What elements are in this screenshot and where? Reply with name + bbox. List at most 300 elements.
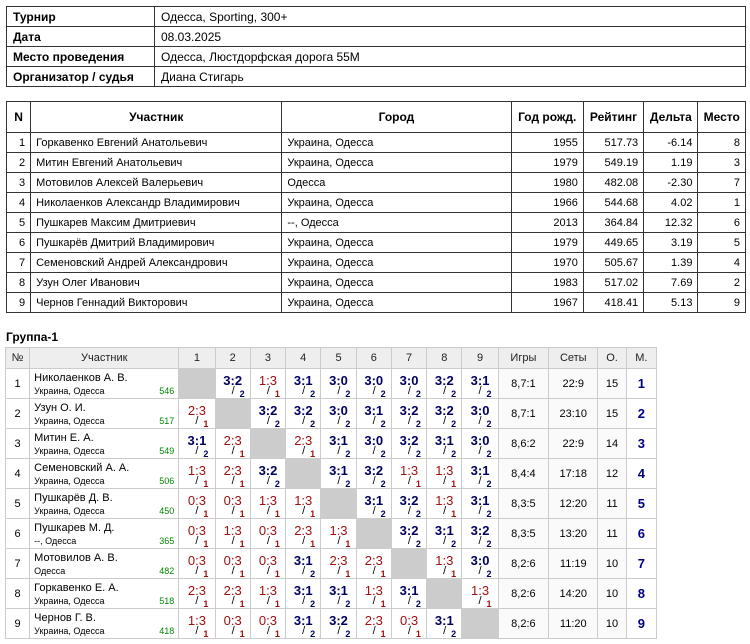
match-result-cell[interactable]: [391, 519, 426, 549]
match-score: 1:3: [399, 463, 419, 478]
slash-divider: /: [195, 415, 199, 427]
place-stat: 4: [626, 459, 656, 489]
match-result-cell[interactable]: [427, 459, 462, 489]
participants-cell: 1979: [511, 153, 583, 173]
match-result-cell[interactable]: [250, 519, 285, 549]
player-city: Украина, Одесса: [34, 506, 105, 516]
match-result-cell[interactable]: [356, 429, 391, 459]
group-player-cell: [30, 549, 179, 579]
match-result-cell[interactable]: [427, 549, 462, 579]
slash-divider: /: [266, 565, 270, 577]
slash-divider: /: [407, 595, 411, 607]
match-result-cell[interactable]: [427, 369, 462, 399]
sets-stat: 17:18: [549, 459, 598, 489]
group-crosstable: [5, 347, 657, 639]
points-stat: 10: [598, 549, 626, 579]
participants-cell: Митин Евгений Анатольевич: [31, 153, 282, 173]
match-result-cell[interactable]: [391, 609, 426, 639]
info-value: Одесса, Люстдорфская дорога 55М: [155, 47, 746, 67]
slash-divider: /: [443, 625, 447, 637]
slash-divider: /: [337, 475, 341, 487]
match-points: 2: [345, 419, 351, 429]
match-result-cell[interactable]: [215, 369, 250, 399]
match-result-cell[interactable]: [391, 369, 426, 399]
sets-stat: 22:9: [549, 429, 598, 459]
place-stat: 5: [626, 489, 656, 519]
sets-stat: 13:20: [549, 519, 598, 549]
participants-cell: Одесса: [282, 173, 511, 193]
participants-header: N: [7, 102, 31, 133]
match-result-cell[interactable]: [356, 369, 391, 399]
sets-stat: 14:20: [549, 579, 598, 609]
match-score: 2:3: [294, 433, 313, 448]
info-label: Место проведения: [7, 47, 155, 67]
slash-divider: /: [443, 385, 447, 397]
match-result-cell[interactable]: [286, 399, 321, 429]
participants-cell: 364.84: [583, 213, 643, 233]
match-score: 2:3: [187, 583, 206, 598]
match-score: 3:1: [470, 373, 490, 388]
match-score: 3:0: [364, 373, 384, 388]
match-points: 2: [310, 419, 316, 429]
match-points: 2: [451, 629, 457, 639]
match-points: 2: [345, 599, 351, 609]
match-result-cell[interactable]: [215, 489, 250, 519]
slash-divider: /: [407, 475, 411, 487]
participants-header: Участник: [31, 102, 282, 133]
slash-divider: /: [231, 385, 235, 397]
match-result-cell[interactable]: [321, 429, 356, 459]
player-name: Мотовилов А. В.: [34, 552, 118, 564]
diagonal-cell: [391, 549, 426, 579]
match-points: 2: [310, 599, 316, 609]
participants-table: [6, 101, 746, 313]
group-row: [6, 549, 657, 579]
match-score: 3:2: [434, 373, 454, 388]
group-header: О.: [598, 348, 626, 369]
match-score: 2:3: [294, 523, 313, 538]
match-score: 0:3: [187, 523, 206, 538]
info-row: [7, 67, 746, 87]
match-score: 3:1: [434, 523, 454, 538]
match-result-cell[interactable]: [462, 519, 498, 549]
match-result-cell[interactable]: [427, 399, 462, 429]
participants-cell: 1966: [511, 193, 583, 213]
match-score: 3:1: [293, 583, 313, 598]
slash-divider: /: [372, 565, 376, 577]
match-result-cell[interactable]: [356, 579, 391, 609]
slash-divider: /: [302, 505, 306, 517]
match-points: 1: [239, 569, 245, 579]
match-result-cell[interactable]: [391, 489, 426, 519]
participants-cell: Украина, Одесса: [282, 253, 511, 273]
match-result-cell[interactable]: [321, 369, 356, 399]
match-result-cell[interactable]: [462, 399, 498, 429]
match-result-cell[interactable]: [179, 609, 215, 639]
slash-divider: /: [372, 445, 376, 457]
info-value: 08.03.2025: [155, 27, 746, 47]
match-result-cell[interactable]: [321, 459, 356, 489]
participants-cell: 1980: [511, 173, 583, 193]
match-result-cell[interactable]: [321, 399, 356, 429]
match-points: 2: [451, 389, 457, 399]
info-label: Организатор / судья: [7, 67, 155, 87]
match-result-cell[interactable]: [391, 579, 426, 609]
table-row: [7, 133, 746, 153]
match-score: 0:3: [223, 553, 242, 568]
match-points: 2: [345, 449, 351, 459]
slash-divider: /: [443, 505, 447, 517]
match-result-cell[interactable]: [427, 519, 462, 549]
match-result-cell[interactable]: [250, 369, 285, 399]
match-result-cell[interactable]: [462, 429, 498, 459]
match-points: 2: [415, 419, 421, 429]
player-rating: 365: [159, 536, 175, 546]
slash-divider: /: [337, 385, 341, 397]
match-result-cell[interactable]: [321, 579, 356, 609]
match-points: 1: [415, 479, 421, 489]
participants-cell: 5.13: [644, 293, 698, 313]
match-score: 3:1: [329, 583, 348, 598]
group-header: 7: [391, 348, 426, 369]
info-row: [7, 27, 746, 47]
slash-divider: /: [195, 475, 199, 487]
match-result-cell[interactable]: [250, 579, 285, 609]
match-result-cell[interactable]: [250, 399, 285, 429]
points-stat: 14: [598, 429, 626, 459]
group-row: [6, 429, 657, 459]
slash-divider: /: [337, 535, 341, 547]
match-result-cell[interactable]: [321, 609, 356, 639]
group-row: [6, 459, 657, 489]
match-result-cell[interactable]: [427, 489, 462, 519]
match-points: 2: [486, 419, 492, 429]
match-result-cell[interactable]: [356, 609, 391, 639]
place-stat: 9: [626, 609, 656, 639]
match-result-cell[interactable]: [286, 429, 321, 459]
match-score: 1:3: [258, 583, 278, 598]
participants-cell: 1967: [511, 293, 583, 313]
match-points: 1: [345, 569, 351, 579]
group-row-number: 4: [6, 459, 30, 489]
player-rating: 549: [159, 446, 175, 456]
match-result-cell[interactable]: [391, 459, 426, 489]
group-row: [6, 609, 657, 639]
group-row: [6, 489, 657, 519]
participants-cell: Украина, Одесса: [282, 273, 511, 293]
player-rating: 482: [159, 566, 175, 576]
group-row: [6, 579, 657, 609]
slash-divider: /: [266, 505, 270, 517]
diagonal-cell: [215, 399, 250, 429]
games-stat: 8,3:5: [498, 519, 548, 549]
match-result-cell[interactable]: [391, 429, 426, 459]
match-result-cell[interactable]: [462, 549, 498, 579]
player-city: Украина, Одесса: [34, 596, 105, 606]
match-points: 2: [486, 509, 492, 519]
player-city: Украина, Одесса: [34, 416, 105, 426]
match-points: 2: [380, 509, 386, 519]
match-result-cell[interactable]: [356, 399, 391, 429]
match-score: 3:1: [470, 493, 490, 508]
group-row-number: 2: [6, 399, 30, 429]
participants-cell: 8: [7, 273, 31, 293]
match-result-cell[interactable]: [215, 519, 250, 549]
group-player-cell: [30, 369, 179, 399]
participants-header: Город: [282, 102, 511, 133]
match-points: 2: [415, 599, 421, 609]
match-points: 1: [274, 629, 280, 639]
match-score: 0:3: [223, 613, 242, 628]
group-row-number: 5: [6, 489, 30, 519]
match-points: 2: [380, 389, 386, 399]
match-score: 1:3: [294, 493, 313, 508]
match-result-cell[interactable]: [250, 459, 285, 489]
slash-divider: /: [266, 415, 270, 427]
group-header: 2: [215, 348, 250, 369]
match-score: 0:3: [187, 493, 206, 508]
slash-divider: /: [443, 535, 447, 547]
points-stat: 12: [598, 459, 626, 489]
match-result-cell[interactable]: [356, 489, 391, 519]
participants-header: Рейтинг: [583, 102, 643, 133]
slash-divider: /: [266, 625, 270, 637]
match-score: 3:2: [434, 403, 454, 418]
slash-divider: /: [478, 505, 482, 517]
slash-divider: /: [443, 415, 447, 427]
match-result-cell[interactable]: [215, 609, 250, 639]
participants-cell: Украина, Одесса: [282, 293, 511, 313]
participants-cell: Украина, Одесса: [282, 233, 511, 253]
table-row: [7, 233, 746, 253]
slash-divider: /: [266, 535, 270, 547]
match-result-cell[interactable]: [286, 489, 321, 519]
match-result-cell[interactable]: [286, 579, 321, 609]
player-name: Семеновский А. А.: [34, 462, 130, 474]
place-stat: 6: [626, 519, 656, 549]
slash-divider: /: [478, 565, 482, 577]
group-header: 8: [427, 348, 462, 369]
points-stat: 15: [598, 399, 626, 429]
match-points: 1: [380, 629, 386, 639]
slash-divider: /: [372, 415, 376, 427]
games-stat: 8,2:6: [498, 549, 548, 579]
match-result-cell[interactable]: [179, 579, 215, 609]
games-stat: 8,2:6: [498, 579, 548, 609]
player-city: Украина, Одесса: [34, 476, 105, 486]
match-result-cell[interactable]: [286, 519, 321, 549]
slash-divider: /: [302, 625, 306, 637]
match-result-cell[interactable]: [215, 429, 250, 459]
match-points: 1: [203, 629, 209, 639]
match-points: 1: [203, 509, 209, 519]
slash-divider: /: [337, 595, 341, 607]
match-points: 1: [451, 479, 457, 489]
match-result-cell[interactable]: [427, 609, 462, 639]
slash-divider: /: [443, 565, 447, 577]
player-name: Митин Е. А.: [34, 432, 94, 444]
participants-header: Место: [698, 102, 746, 133]
group-header: №: [6, 348, 30, 369]
match-score: 1:3: [435, 553, 454, 568]
match-result-cell[interactable]: [462, 489, 498, 519]
match-points: 2: [486, 389, 492, 399]
match-result-cell[interactable]: [462, 579, 498, 609]
match-result-cell[interactable]: [179, 519, 215, 549]
place-stat: 2: [626, 399, 656, 429]
participants-cell: 6: [7, 233, 31, 253]
participants-cell: 549.19: [583, 153, 643, 173]
player-city: Украина, Одесса: [34, 386, 105, 396]
match-result-cell[interactable]: [179, 399, 215, 429]
match-score: 1:3: [258, 373, 278, 388]
match-score: 1:3: [471, 583, 490, 598]
match-result-cell[interactable]: [356, 549, 391, 579]
participants-cell: 1: [698, 193, 746, 213]
slash-divider: /: [231, 505, 235, 517]
match-points: 2: [380, 419, 386, 429]
diagonal-cell: [179, 369, 215, 399]
sets-stat: 11:20: [549, 609, 598, 639]
participants-cell: 1979: [511, 233, 583, 253]
match-score: 3:2: [399, 433, 419, 448]
match-score: 3:2: [399, 523, 419, 538]
match-result-cell[interactable]: [427, 429, 462, 459]
match-points: 1: [380, 569, 386, 579]
slash-divider: /: [478, 385, 482, 397]
match-score: 3:1: [434, 613, 454, 628]
match-result-cell[interactable]: [286, 549, 321, 579]
match-result-cell[interactable]: [215, 459, 250, 489]
participants-cell: 9: [698, 293, 746, 313]
player-rating: 450: [159, 506, 175, 516]
match-points: 2: [239, 389, 245, 399]
diagonal-cell: [321, 489, 356, 519]
match-score: 3:2: [329, 613, 348, 628]
match-points: 1: [274, 389, 280, 399]
slash-divider: /: [302, 535, 306, 547]
diagonal-cell: [462, 609, 498, 639]
match-score: 3:0: [470, 433, 490, 448]
match-score: 3:2: [258, 463, 278, 478]
info-value: Диана Стигарь: [155, 67, 746, 87]
slash-divider: /: [266, 385, 270, 397]
match-result-cell[interactable]: [462, 369, 498, 399]
participants-cell: 517.02: [583, 273, 643, 293]
match-score: 1:3: [187, 613, 206, 628]
match-points: 1: [239, 599, 245, 609]
games-stat: 8,7:1: [498, 399, 548, 429]
match-points: 1: [203, 569, 209, 579]
match-result-cell[interactable]: [215, 579, 250, 609]
match-result-cell[interactable]: [321, 549, 356, 579]
games-stat: 8,7:1: [498, 369, 548, 399]
participants-cell: 418.41: [583, 293, 643, 313]
participants-cell: 1.39: [644, 253, 698, 273]
match-result-cell[interactable]: [321, 519, 356, 549]
match-score: 3:2: [364, 463, 384, 478]
match-score: 3:2: [258, 403, 278, 418]
points-stat: 10: [598, 609, 626, 639]
group-row-number: 9: [6, 609, 30, 639]
match-result-cell[interactable]: [179, 459, 215, 489]
match-points: 2: [203, 449, 209, 459]
match-points: 2: [415, 449, 421, 459]
match-result-cell[interactable]: [391, 399, 426, 429]
slash-divider: /: [443, 445, 447, 457]
table-row: [7, 153, 746, 173]
participants-cell: 4.02: [644, 193, 698, 213]
participants-cell: 5: [7, 213, 31, 233]
match-score: 3:1: [434, 433, 454, 448]
match-score: 1:3: [187, 463, 206, 478]
match-result-cell[interactable]: [179, 429, 215, 459]
participants-cell: Украина, Одесса: [282, 133, 511, 153]
match-result-cell[interactable]: [356, 459, 391, 489]
participants-cell: Семеновский Андрей Александрович: [31, 253, 282, 273]
match-score: 1:3: [258, 493, 278, 508]
match-result-cell[interactable]: [179, 489, 215, 519]
match-points: 1: [415, 629, 421, 639]
match-result-cell[interactable]: [215, 549, 250, 579]
participants-cell: Пушкарёв Дмитрий Владимирович: [31, 233, 282, 253]
match-score: 0:3: [258, 553, 278, 568]
participants-cell: Украина, Одесса: [282, 153, 511, 173]
match-points: 1: [239, 539, 245, 549]
group-header: 6: [356, 348, 391, 369]
match-result-cell[interactable]: [250, 549, 285, 579]
match-points: 1: [310, 539, 316, 549]
group-row-number: 7: [6, 549, 30, 579]
match-score: 3:0: [329, 373, 348, 388]
match-result-cell[interactable]: [286, 369, 321, 399]
slash-divider: /: [231, 445, 235, 457]
player-name: Узун О. И.: [34, 402, 86, 414]
match-result-cell[interactable]: [250, 489, 285, 519]
group-header: Сеты: [549, 348, 598, 369]
match-points: 2: [345, 479, 351, 489]
player-name: Николаенков А. В.: [34, 372, 128, 384]
group-row-number: 1: [6, 369, 30, 399]
participants-cell: 544.68: [583, 193, 643, 213]
points-stat: 10: [598, 579, 626, 609]
games-stat: 8,6:2: [498, 429, 548, 459]
group-title: Группа-1: [6, 330, 59, 344]
info-row: [7, 47, 746, 67]
participants-cell: 6: [698, 213, 746, 233]
slash-divider: /: [231, 595, 235, 607]
match-result-cell[interactable]: [462, 459, 498, 489]
match-points: 1: [203, 479, 209, 489]
tournament-info-table: [6, 6, 746, 87]
place-stat: 7: [626, 549, 656, 579]
slash-divider: /: [407, 445, 411, 457]
match-points: 2: [310, 629, 316, 639]
info-label: Турнир: [7, 7, 155, 27]
diagonal-cell: [356, 519, 391, 549]
slash-divider: /: [302, 385, 306, 397]
group-row-number: 3: [6, 429, 30, 459]
match-result-cell[interactable]: [250, 609, 285, 639]
participants-cell: 2: [698, 273, 746, 293]
participants-cell: 3: [698, 153, 746, 173]
participants-header: Год рожд.: [511, 102, 583, 133]
match-result-cell[interactable]: [286, 609, 321, 639]
match-points: 2: [486, 569, 492, 579]
match-points: 1: [380, 599, 386, 609]
match-score: 3:0: [329, 403, 348, 418]
match-result-cell[interactable]: [179, 549, 215, 579]
